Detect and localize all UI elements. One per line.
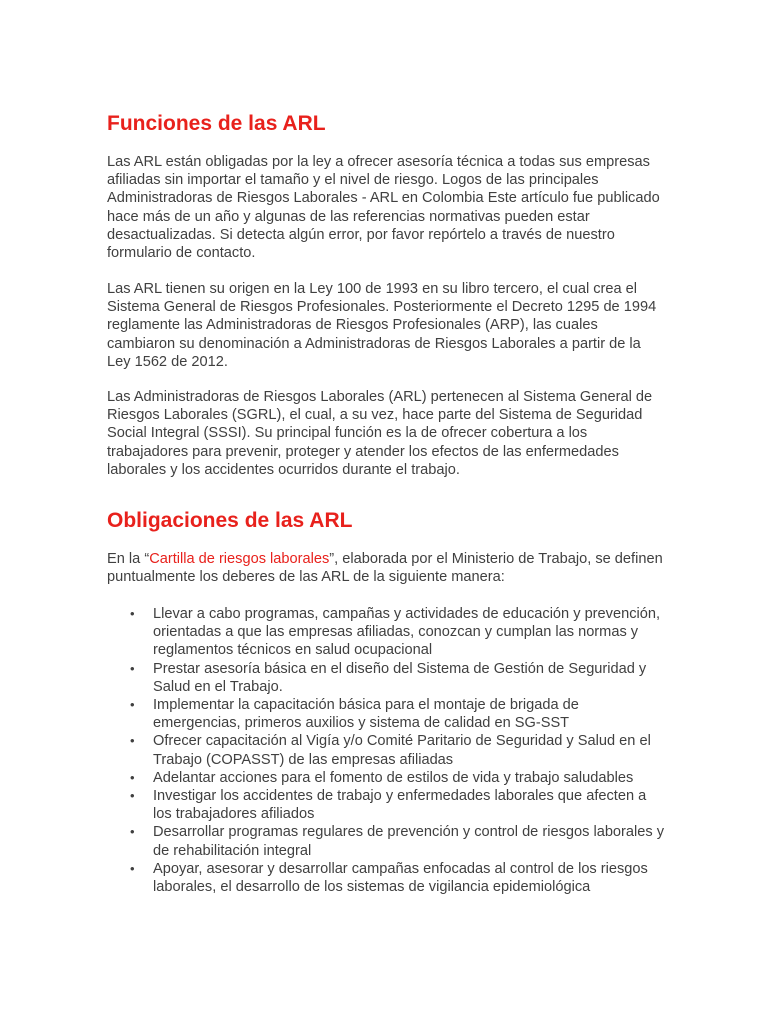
list-item-text: Prestar asesoría básica en el diseño del Sistema de Gestión de Seguridad y Salud en el Trabajo.	[153, 660, 647, 695]
paragraph: Las ARL están obligadas por la ley a ofrecer asesoría técnica a todas sus empresas afiliadas sin importar el tamaño y el nivel de riesgo. Logos de las principales Administradoras de Riesgos Laborales - ARL en Colombia Este artículo fue publicado hace más de un año y algunas de las referencias normativas pueden estar desactualizadas. Si detecta algún error, por favor repórtelo a través de nuestro formulario de contacto.	[107, 154, 660, 262]
list-item	[130, 732, 667, 768]
section-title-funciones: Funciones de las ARL	[107, 112, 326, 135]
list-item-text: Llevar a cabo programas, campañas y actividades de educación y prevención, orientadas a que las empresas afiliadas, conozcan y cumplan las normas y reglamentos técnicos en salud ocupacional	[153, 606, 661, 659]
list-item	[130, 787, 667, 823]
list-item-text: Investigar los accidentes de trabajo y enfermedades laborales que afecten a los trabajadores afiliados	[153, 788, 647, 823]
bullet-icon: •	[130, 788, 135, 804]
list-item	[130, 605, 667, 660]
bullet-icon: •	[130, 824, 135, 840]
intro-text-before: En la “	[107, 551, 150, 567]
list-item-text: Ofrecer capacitación al Vigía y/o Comité Paritario de Seguridad y Salud en el Trabajo (COPASST) de las empresas afiliadas	[153, 733, 651, 768]
bullet-icon: •	[130, 769, 135, 785]
list-item	[130, 660, 667, 696]
bullet-icon: •	[130, 733, 135, 749]
list-item-text: Desarrollar programas regulares de prevención y control de riesgos laborales y de rehabilitación integral	[153, 824, 665, 859]
list-item	[130, 769, 667, 787]
list-item-text: Apoyar, asesorar y desarrollar campañas enfocadas al control de los riesgos laborales, el desarrollo de los sistemas de vigilancia epidemiológica	[153, 860, 648, 896]
list-item-text: Implementar la capacitación básica para el montaje de brigada de emergencias, primeros auxilios y sistema de calidad en SG-SST	[153, 697, 579, 732]
intro-paragraph	[107, 550, 667, 586]
bullet-icon: •	[130, 860, 135, 876]
paragraph: Las Administradoras de Riesgos Laborales (ARL) pertenecen al Sistema General de Riesgos Laborales (SGRL), el cual, a su vez, hace parte del Sistema de Seguridad Social Integral (SSSI). Su principal función es la de ofrecer cobertura a los trabajadores para prevenir, proteger y atender los efectos de las enfermedades laborales y los accidentes ocurridos durante el trabajo.	[107, 389, 653, 478]
section-title-obligaciones: Obligaciones de las ARL	[107, 509, 353, 532]
bullet-icon: •	[130, 697, 135, 713]
list-item	[130, 823, 667, 859]
bullet-icon: •	[130, 606, 135, 621]
bullet-icon: •	[130, 660, 135, 676]
list-item	[130, 696, 667, 732]
obligations-list	[107, 605, 667, 896]
list-item	[130, 860, 667, 896]
intro-text-after: ”, elaborada por el Ministerio de Trabajo, se definen puntualmente los deberes de las ARL de la siguiente manera:	[107, 551, 663, 586]
list-item-text: Adelantar acciones para el fomento de estilos de vida y trabajo saludables	[153, 769, 634, 786]
paragraph: Las ARL tienen su origen en la Ley 100 de 1993 en su libro tercero, el cual crea el Sistema General de Riesgos Profesionales. Posteriormente el Decreto 1295 de 1994 reglamente las Administradoras de Riesgos Profesionales (ARP), las cuales cambiaron su denominación a Administradoras de Riesgos Laborales a partir de la Ley 1562 de 2012.	[107, 281, 657, 370]
cartilla-link[interactable]: Cartilla de riesgos laborales	[149, 551, 330, 567]
